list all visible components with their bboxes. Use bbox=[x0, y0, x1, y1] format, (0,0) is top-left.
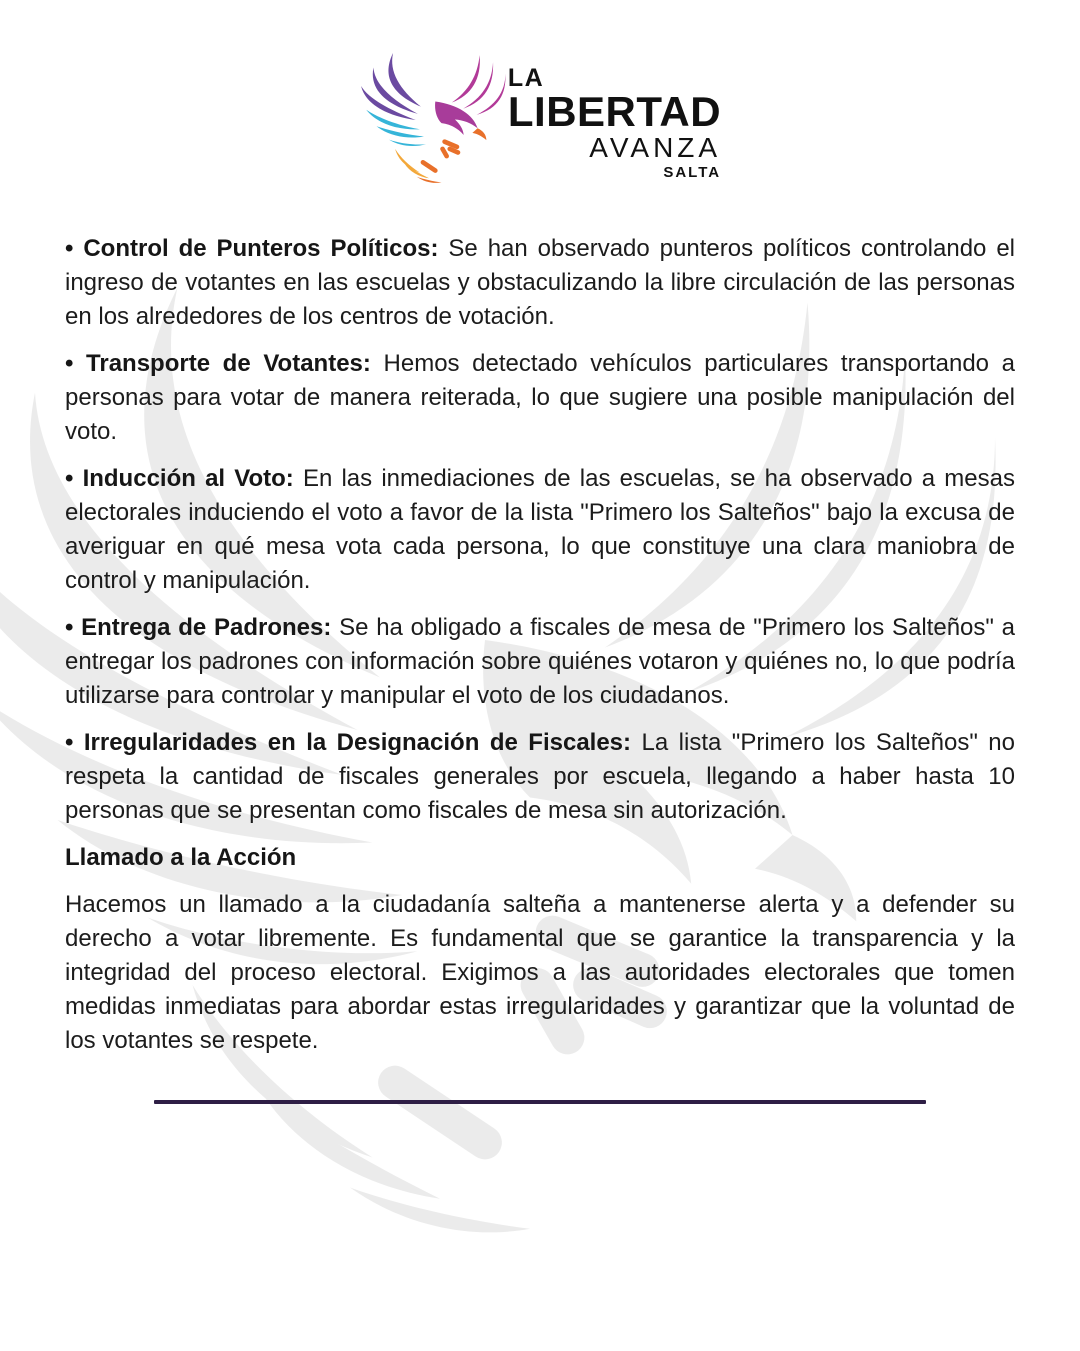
logo-text-la: LA bbox=[507, 64, 545, 93]
bullet-item-induccion-voto bbox=[65, 462, 1015, 598]
document-body bbox=[65, 232, 1015, 1104]
eagle-logo-icon bbox=[359, 52, 524, 186]
bullet-lead: • Control de Punteros Políticos: bbox=[65, 235, 439, 262]
bullet-text: Se han observado punteros políticos controlando el ingreso de votantes en las escuelas y obstaculizando la libre circulación de las personas en los alrededores de los centros de votación. bbox=[65, 235, 1016, 330]
bullet-text: Hemos detectado vehículos particulares transportando a personas para votar de manera reiterada, lo que sugiere una posible manipulación del voto. bbox=[65, 350, 1015, 445]
bullet-item-control-punteros bbox=[65, 232, 1015, 334]
bullet-text: La lista "Primero los Salteños" no respeta la cantidad de fiscales generales por escuela, llegando a haber hasta 10 personas que se presentan como fiscales de mesa sin autorización. bbox=[65, 729, 1015, 824]
bullet-item-entrega-padrones bbox=[65, 611, 1015, 713]
bullet-item-irregularidades-fiscales bbox=[65, 726, 1015, 828]
logo bbox=[359, 52, 721, 186]
bullet-text: En las inmediaciones de las escuelas, se ha observado a mesas electorales induciendo el voto a favor de la lista "Primero los Salteños" bajo la excusa de averiguar en qué mesa vota cada persona, lo que constituye una clara maniobra de control y manipulación. bbox=[65, 465, 1015, 594]
bullet-text: Se ha obligado a fiscales de mesa de "Primero los Salteños" a entregar los padrones con información sobre quiénes votaron y quiénes no, lo que podría utilizarse para controlar y manipular el voto de los ciudadanos. bbox=[65, 614, 1016, 709]
section-heading: Llamado a la Acción bbox=[65, 844, 297, 871]
logo-wordmark bbox=[508, 65, 721, 186]
closing-paragraph: Hacemos un llamado a la ciudadanía salteña a mantenerse alerta y a defender su derecho a votar libremente. Es fundamental que se garantice la transparencia y la integridad del proceso electoral. Exigimos a las autoridades electorales que tomen medidas inmediatas para abordar estas irregularidades y garantizar que la voluntad de los votantes se respete. bbox=[65, 891, 1015, 1054]
bullet-item-transporte-votantes bbox=[65, 347, 1015, 449]
logo-text-avanza: AVANZA bbox=[589, 132, 722, 164]
footer-divider bbox=[154, 1100, 926, 1104]
bullet-lead: • Transporte de Votantes: bbox=[65, 350, 371, 377]
bullet-lead: • Irregularidades en la Designación de Fiscales: bbox=[65, 729, 632, 756]
bullet-lead: • Inducción al Voto: bbox=[65, 465, 294, 492]
bullet-lead: • Entrega de Padrones: bbox=[65, 614, 332, 641]
logo-text-salta: SALTA bbox=[663, 164, 722, 182]
logo-text-libertad: LIBERTAD bbox=[507, 88, 722, 136]
